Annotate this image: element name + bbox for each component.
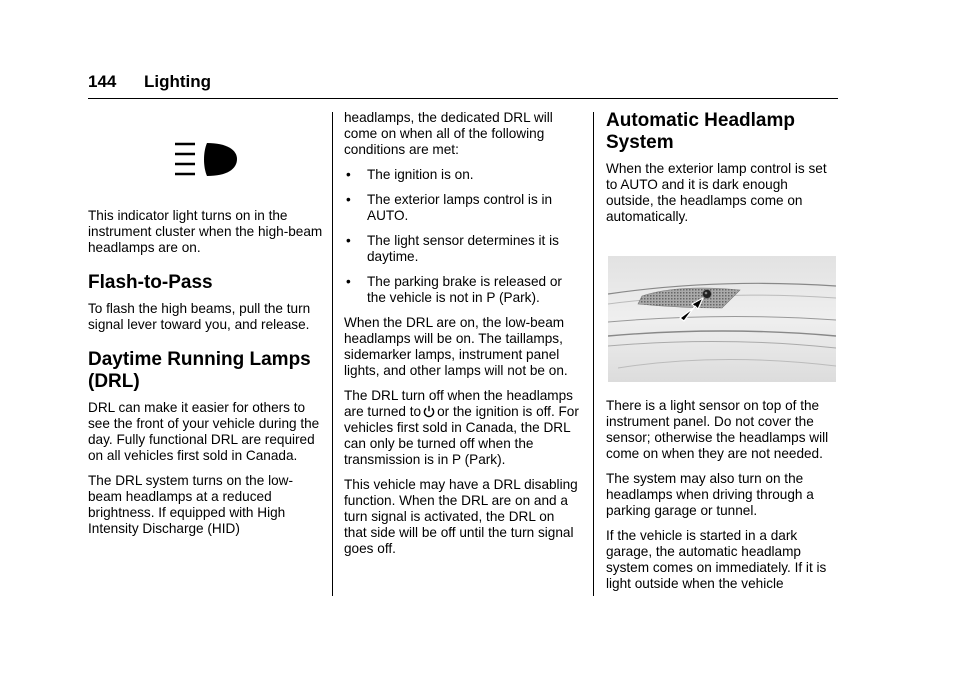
- heading-drl: Daytime Running Lamps (DRL): [88, 349, 311, 392]
- list-item: • The ignition is on.: [344, 167, 580, 183]
- light-sensor-photo: [608, 256, 836, 382]
- text: The DRL turn off when the headlamps are turned to: [344, 388, 573, 419]
- column-3: [606, 110, 838, 601]
- paragraph: The system may also turn on the headlamps when driving through a parking garage or tunnel.: [606, 471, 814, 518]
- paragraph: There is a light sensor on top of the instrument panel. Do not cover the sensor; otherwise the headlamps will come on when they are not needed.: [606, 398, 829, 461]
- header-rule: [88, 98, 838, 99]
- paragraph: This indicator light turns on in the instrument cluster when the high-beam headlamps are on.: [88, 208, 323, 255]
- paragraph: To flash the high beams, pull the turn signal lever toward you, and release.: [88, 301, 311, 332]
- column-divider: [332, 112, 333, 596]
- section-title: Lighting: [144, 72, 212, 91]
- paragraph: DRL can make it easier for others to see the front of your vehicle during the day. Fully functional DRL are required on all vehicles first sold in Canada.: [88, 400, 320, 463]
- list-item: • The exterior lamps control is in AUTO.: [344, 192, 580, 224]
- paragraph: If the vehicle is started in a dark garage, the automatic headlamp system comes on immediately. If it is light outside when the vehicle: [606, 528, 827, 591]
- high-beam-indicator-icon: [173, 140, 239, 180]
- column-divider: [593, 112, 594, 596]
- page-header: [88, 72, 211, 92]
- heading-flash-to-pass: Flash-to-Pass: [88, 272, 213, 293]
- paragraph: When the exterior lamp control is set to AUTO and it is dark enough outside, the headlamps come on automatically.: [606, 161, 827, 224]
- text: or the ignition is off. For vehicles first sold in Canada, the DRL can only be turned off when the transmission is in P (Park).: [344, 404, 579, 467]
- paragraph: The DRL system turns on the low-beam headlamps at a reduced brightness. If equipped with High Intensity Discharge (HID): [88, 473, 293, 536]
- list-item: • The light sensor determines it is daytime.: [344, 233, 580, 265]
- column-1: [88, 110, 324, 546]
- paragraph: This vehicle may have a DRL disabling function. When the DRL are on and a turn signal is activated, the DRL on that side will be off until the turn signal goes off.: [344, 477, 578, 556]
- page-number: 144: [88, 72, 117, 91]
- paragraph: [344, 388, 580, 468]
- paragraph: headlamps, the dedicated DRL will come on when all of the following conditions are met:: [344, 110, 553, 157]
- heading-automatic-headlamp: Automatic Headlamp System: [606, 110, 795, 153]
- paragraph: When the DRL are on, the low-beam headlamps will be on. The taillamps, sidemarker lamps, instrument panel lights, and other lamps will not be on.: [344, 315, 568, 378]
- column-2: [344, 110, 580, 566]
- conditions-list: [344, 167, 580, 306]
- list-item: • The parking brake is released or the vehicle is not in P (Park).: [344, 274, 580, 306]
- power-off-icon: [423, 405, 435, 418]
